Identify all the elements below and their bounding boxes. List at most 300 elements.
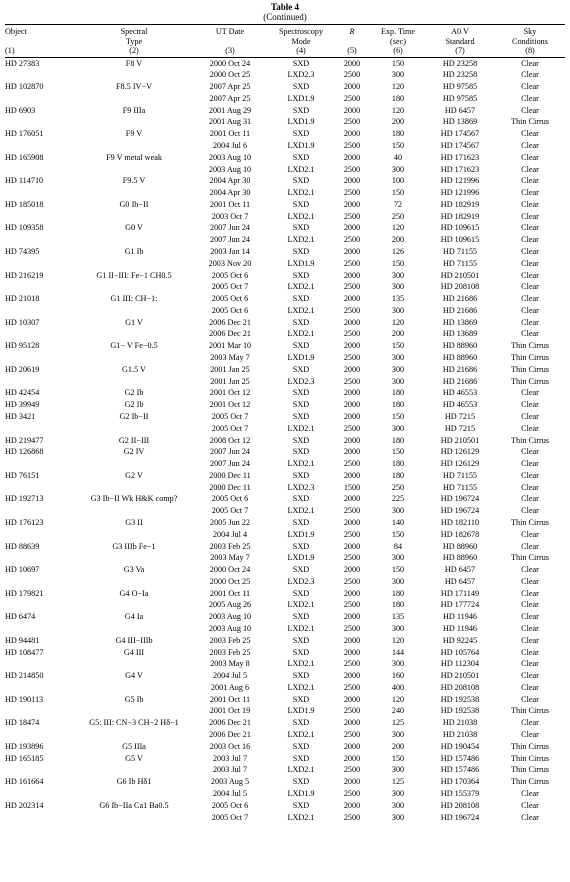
- cell-object: HD 27383: [5, 58, 40, 68]
- cell-mode: SXD: [292, 541, 310, 551]
- cell-spectral-type: G1 V: [125, 317, 143, 327]
- cell-spectral-type: [77, 69, 191, 81]
- cell-resolution: 2000: [343, 718, 361, 728]
- cell-mode: SXD: [292, 364, 310, 374]
- cell-sky: Clear: [521, 671, 539, 681]
- cell-spectral-type: [77, 729, 191, 741]
- cell-mode: LXD1.9: [287, 93, 315, 103]
- cell-spectral-type: G2 IV: [123, 447, 145, 457]
- cell-resolution: 2000: [343, 694, 361, 704]
- cell-sky: Thin Cirrus: [511, 753, 549, 763]
- cell-sky: Clear: [521, 565, 539, 575]
- cell-exp-time: 240: [391, 706, 405, 716]
- cell-resolution: 2500: [343, 788, 361, 798]
- cell-object: HD 10307: [5, 317, 40, 327]
- table-row: [5, 670, 565, 682]
- cell-exp-time: 300: [391, 800, 405, 810]
- cell-mode: SXD: [292, 517, 310, 527]
- cell-mode: LXD2.1: [287, 282, 315, 292]
- cell-resolution: 2000: [343, 105, 361, 115]
- cell-sky: Clear: [521, 647, 539, 657]
- cell-spectral-type: G5 Ib: [124, 694, 144, 704]
- cell-ut-date: 2005 Oct 6: [211, 270, 249, 280]
- table-body: [5, 57, 565, 823]
- cell-resolution: 2000: [343, 152, 361, 162]
- cell-standard: HD 196724: [440, 812, 480, 822]
- cell-ut-date: 2003 May 7: [210, 553, 250, 563]
- cell-ut-date: 2003 Aug 10: [208, 152, 252, 162]
- cell-sky: Clear: [521, 482, 539, 492]
- cell-object: HD 102870: [5, 82, 44, 92]
- cell-exp-time: 300: [391, 659, 405, 669]
- cell-spectral-type: [77, 423, 191, 435]
- cell-sky: Clear: [521, 718, 539, 728]
- cell-ut-date: 2003 Jul 7: [212, 753, 248, 763]
- cell-mode: LXD1.9: [287, 788, 315, 798]
- table-row: [5, 246, 565, 258]
- table-row: [5, 328, 565, 340]
- cell-ut-date: 2003 Feb 25: [209, 647, 251, 657]
- cell-standard: HD 192538: [440, 694, 480, 704]
- cell-exp-time: 120: [391, 105, 405, 115]
- col-number: (3): [225, 46, 235, 55]
- cell-ut-date: 2005 Jun 22: [209, 517, 251, 527]
- cell-ut-date: 2004 Jul 4: [212, 529, 248, 539]
- cell-sky: Clear: [521, 188, 539, 198]
- cell-exp-time: 150: [391, 188, 405, 198]
- cell-exp-time: 180: [391, 470, 405, 480]
- cell-sky: Clear: [521, 812, 539, 822]
- cell-exp-time: 225: [391, 494, 405, 504]
- cell-ut-date: 2007 Jun 24: [209, 447, 251, 457]
- cell-resolution: 2000: [343, 58, 361, 68]
- cell-object: [5, 812, 77, 824]
- cell-mode: LXD2.1: [287, 423, 315, 433]
- cell-object: [5, 69, 77, 81]
- cell-exp-time: 180: [391, 435, 405, 445]
- cell-sky: Clear: [521, 800, 539, 810]
- cell-mode: LXD1.9: [287, 553, 315, 563]
- col-header-std-2: Standard: [445, 36, 475, 46]
- cell-sky: Clear: [521, 423, 539, 433]
- cell-object: [5, 328, 77, 340]
- table-row: [5, 411, 565, 423]
- cell-ut-date: 2006 Dec 21: [209, 317, 251, 327]
- table-row: [5, 128, 565, 140]
- cell-object: [5, 187, 77, 199]
- cell-ut-date: 2003 Nov 20: [208, 258, 252, 268]
- cell-standard: HD 196724: [440, 506, 480, 516]
- cell-object: HD 74395: [5, 247, 40, 256]
- col-number: (1): [5, 46, 15, 55]
- cell-mode: LXD2.1: [287, 765, 315, 775]
- cell-spectral-type: G1 III: CH−1:: [110, 294, 158, 304]
- cell-resolution: 2500: [343, 706, 361, 716]
- cell-ut-date: 2004 Jul 5: [212, 788, 248, 798]
- col-number: (8): [525, 46, 535, 55]
- cell-sky: Clear: [521, 129, 539, 139]
- cell-spectral-type: F8 V: [125, 58, 143, 68]
- cell-ut-date: 2003 Jul 7: [212, 765, 248, 775]
- table-row: [5, 729, 565, 741]
- cell-exp-time: 200: [391, 329, 405, 339]
- cell-resolution: 2000: [343, 494, 361, 504]
- cell-resolution: 2000: [343, 565, 361, 575]
- cell-ut-date: 2007 Apr 25: [209, 82, 251, 92]
- cell-exp-time: 135: [391, 294, 405, 304]
- table-row: [5, 187, 565, 199]
- col-header-ut-date: UT Date: [215, 27, 245, 36]
- cell-object: [5, 458, 77, 470]
- cell-mode: LXD2.1: [287, 188, 315, 198]
- cell-ut-date: 2001 Mar 10: [208, 341, 252, 351]
- cell-standard: HD 190454: [440, 741, 480, 751]
- cell-standard: HD 182110: [440, 517, 480, 527]
- cell-object: HD 108477: [5, 647, 44, 657]
- table-row: [5, 517, 565, 529]
- cell-standard: HD 109615: [440, 235, 480, 245]
- cell-exp-time: 180: [391, 600, 405, 610]
- cell-sky: Thin Cirrus: [511, 435, 549, 445]
- cell-spectral-type: G5 IIIa: [122, 741, 146, 751]
- cell-object: [5, 764, 77, 776]
- cell-ut-date: 2007 Jun 24: [209, 223, 251, 233]
- cell-mode: SXD: [292, 294, 310, 304]
- cell-resolution: 2500: [343, 164, 361, 174]
- col-header-ut-date-2: [191, 37, 269, 47]
- cell-standard: HD 157486: [440, 753, 480, 763]
- cell-standard: HD 208108: [440, 800, 480, 810]
- cell-ut-date: 2001 Oct 11: [209, 129, 251, 139]
- cell-ut-date: 2006 Dec 21: [209, 718, 251, 728]
- cell-resolution: 2500: [343, 506, 361, 516]
- cell-exp-time: 150: [391, 753, 405, 763]
- cell-sky: Thin Cirrus: [511, 376, 549, 386]
- cell-standard: HD 21038: [442, 718, 478, 728]
- cell-exp-time: 150: [391, 58, 405, 68]
- cell-spectral-type: F8.5 IV−V: [115, 82, 152, 92]
- cell-mode: SXD: [292, 58, 310, 68]
- cell-sky: Clear: [521, 282, 539, 292]
- cell-object: HD 114710: [5, 176, 44, 186]
- cell-resolution: 2000: [343, 82, 361, 92]
- cell-object: HD 176051: [5, 129, 44, 139]
- cell-standard: HD 171623: [440, 152, 480, 162]
- table-row: [5, 658, 565, 670]
- table-row: [5, 105, 565, 117]
- cell-resolution: 2000: [343, 270, 361, 280]
- cell-object: HD 94481: [5, 635, 40, 645]
- cell-mode: LXD2.1: [287, 305, 315, 315]
- cell-resolution: 2500: [343, 730, 361, 740]
- cell-object: [5, 164, 77, 176]
- cell-sky: Thin Cirrus: [511, 117, 549, 127]
- table-row: [5, 717, 565, 729]
- cell-sky: Clear: [521, 447, 539, 457]
- cell-resolution: 2500: [343, 765, 361, 775]
- cell-ut-date: 2004 Apr 30: [209, 188, 251, 198]
- cell-object: HD 76151: [5, 470, 40, 480]
- cell-resolution: 2000: [343, 671, 361, 681]
- cell-sky: Thin Cirrus: [511, 741, 549, 751]
- cell-resolution: 2000: [343, 129, 361, 139]
- cell-exp-time: 180: [391, 129, 405, 139]
- cell-exp-time: 200: [391, 741, 405, 751]
- cell-resolution: 2000: [343, 800, 361, 810]
- cell-exp-time: 180: [391, 588, 405, 598]
- cell-mode: SXD: [292, 647, 310, 657]
- cell-object: [5, 623, 77, 635]
- col-number: (6): [393, 46, 403, 55]
- cell-spectral-type: [77, 187, 191, 199]
- cell-spectral-type: G1.5 V: [122, 364, 146, 374]
- cell-sky: Clear: [521, 694, 539, 704]
- cell-standard: HD 6457: [444, 105, 476, 115]
- cell-mode: SXD: [292, 435, 310, 445]
- cell-sky: Thin Cirrus: [511, 765, 549, 775]
- cell-standard: HD 210501: [440, 671, 480, 681]
- cell-ut-date: 2004 Apr 30: [209, 176, 251, 186]
- table-row: [5, 376, 565, 388]
- cell-standard: HD 7215: [444, 411, 476, 421]
- cell-exp-time: 144: [391, 647, 405, 657]
- cell-spectral-type: G1− V Fe−0.5: [110, 341, 158, 351]
- cell-sky: Clear: [521, 58, 539, 68]
- cell-exp-time: 200: [391, 117, 405, 127]
- table-row: [5, 588, 565, 600]
- cell-ut-date: 2001 Oct 12: [209, 388, 251, 398]
- cell-sky: Thin Cirrus: [511, 517, 549, 527]
- cell-sky: Clear: [521, 635, 539, 645]
- cell-mode: LXD2.1: [287, 600, 315, 610]
- cell-ut-date: 2003 Oct 16: [209, 741, 251, 751]
- cell-standard: HD 155379: [440, 788, 480, 798]
- cell-ut-date: 2003 Feb 25: [209, 541, 251, 551]
- cell-mode: SXD: [292, 671, 310, 681]
- cell-resolution: 2500: [343, 235, 361, 245]
- cell-standard: HD 157486: [440, 765, 480, 775]
- cell-object: HD 185018: [5, 199, 44, 209]
- cell-standard: HD 23258: [442, 70, 478, 80]
- cell-resolution: 2000: [343, 199, 361, 209]
- table-title: Table 4: [271, 2, 299, 12]
- cell-mode: LXD2.1: [287, 164, 315, 174]
- cell-spectral-type: [77, 328, 191, 340]
- cell-object: [5, 705, 77, 717]
- col-header-spectral-1: Spectral: [120, 27, 148, 36]
- cell-object: HD 126868: [5, 447, 44, 457]
- table-row: [5, 682, 565, 694]
- cell-exp-time: 120: [391, 223, 405, 233]
- cell-sky: Clear: [521, 388, 539, 398]
- cell-ut-date: 2006 Dec 21: [209, 730, 251, 740]
- cell-ut-date: 2003 Aug 5: [210, 777, 250, 787]
- cell-exp-time: 150: [391, 341, 405, 351]
- table-row: [5, 623, 565, 635]
- cell-exp-time: 300: [391, 553, 405, 563]
- table-row: [5, 599, 565, 611]
- cell-standard: HD 182919: [440, 199, 480, 209]
- cell-sky: Clear: [521, 152, 539, 162]
- cell-spectral-type: G2 II−III: [118, 435, 150, 445]
- cell-sky: Clear: [521, 730, 539, 740]
- cell-standard: HD 126129: [440, 459, 480, 469]
- cell-exp-time: 300: [391, 812, 405, 822]
- table-row: [5, 270, 565, 282]
- table-row: [5, 423, 565, 435]
- cell-ut-date: 2005 Oct 6: [211, 494, 249, 504]
- cell-standard: HD 11946: [442, 624, 478, 633]
- cell-standard: HD 182919: [440, 211, 480, 221]
- cell-resolution: 2500: [343, 553, 361, 563]
- cell-ut-date: 2001 Aug 31: [208, 117, 252, 127]
- cell-sky: Clear: [521, 270, 539, 280]
- cell-sky: Clear: [521, 93, 539, 103]
- cell-exp-time: 300: [391, 353, 405, 363]
- cell-resolution: 2000: [343, 517, 361, 527]
- cell-standard: HD 23258: [442, 58, 478, 68]
- cell-mode: LXD1.9: [287, 117, 315, 127]
- table-row: [5, 399, 565, 411]
- cell-object: [5, 788, 77, 800]
- cell-spectral-type: G2 Ib: [124, 388, 144, 398]
- cell-spectral-type: G4 V: [125, 671, 143, 681]
- table-caption: [0, 0, 570, 22]
- cell-sky: Thin Cirrus: [511, 553, 549, 563]
- table-row: [5, 776, 565, 788]
- cell-object: [5, 281, 77, 293]
- cell-ut-date: 2003 Aug 10: [208, 612, 252, 622]
- cell-standard: HD 6457: [444, 565, 476, 575]
- cell-resolution: 2000: [343, 294, 361, 304]
- cell-standard: HD 71155: [442, 247, 478, 256]
- cell-sky: Clear: [521, 211, 539, 221]
- cell-mode: SXD: [292, 176, 310, 186]
- col-header-exp-2: (sec): [390, 36, 406, 46]
- cell-mode: SXD: [292, 411, 310, 421]
- cell-ut-date: 2000 Oct 24: [209, 565, 251, 575]
- table-row: [5, 140, 565, 152]
- table-row: [5, 470, 565, 482]
- cell-standard: HD 13869: [442, 117, 478, 127]
- cell-resolution: 2000: [343, 176, 361, 186]
- cell-resolution: 2500: [343, 140, 361, 150]
- table-row: [5, 647, 565, 659]
- cell-sky: Clear: [521, 682, 539, 692]
- cell-ut-date: 2008 Oct 12: [209, 435, 251, 445]
- cell-exp-time: 180: [391, 459, 405, 469]
- cell-mode: SXD: [292, 341, 310, 351]
- cell-exp-time: 300: [391, 164, 405, 174]
- cell-object: HD 219477: [5, 435, 44, 445]
- cell-spectral-type: G0 V: [125, 223, 143, 233]
- cell-exp-time: 180: [391, 388, 405, 398]
- cell-spectral-type: G1 Ib: [124, 247, 144, 256]
- table-row: [5, 317, 565, 329]
- cell-sky: Clear: [521, 600, 539, 610]
- cell-mode: SXD: [292, 612, 310, 622]
- cell-object: [5, 140, 77, 152]
- cell-object: HD 216219: [5, 270, 44, 280]
- table-row: [5, 164, 565, 176]
- cell-mode: LXD2.1: [287, 659, 315, 669]
- cell-sky: Clear: [521, 82, 539, 92]
- cell-standard: HD 210501: [440, 435, 480, 445]
- cell-object: [5, 552, 77, 564]
- cell-ut-date: 2001 Jan 25: [210, 376, 250, 386]
- cell-mode: SXD: [292, 694, 310, 704]
- cell-standard: HD 21038: [442, 730, 478, 740]
- cell-spectral-type: G4 III−IIIb: [115, 635, 153, 645]
- cell-resolution: 2500: [343, 70, 361, 80]
- cell-mode: LXD2.1: [287, 730, 315, 740]
- cell-ut-date: 2001 Oct 12: [209, 400, 251, 410]
- cell-spectral-type: [77, 788, 191, 800]
- table-row: [5, 694, 565, 706]
- cell-exp-time: 300: [391, 364, 405, 374]
- table-row: [5, 812, 565, 824]
- cell-exp-time: 300: [391, 765, 405, 775]
- table-row: [5, 305, 565, 317]
- table-row: [5, 541, 565, 553]
- table-row: [5, 741, 565, 753]
- cell-spectral-type: G2 V: [125, 470, 143, 480]
- cell-standard: HD 21686: [442, 376, 478, 386]
- cell-object: [5, 482, 77, 494]
- cell-sky: Clear: [521, 140, 539, 150]
- cell-sky: Clear: [521, 70, 539, 80]
- cell-sky: Clear: [521, 294, 539, 304]
- table-row: [5, 705, 565, 717]
- cell-resolution: 2500: [343, 376, 361, 386]
- cell-sky: Clear: [521, 576, 539, 586]
- cell-resolution: 2500: [343, 282, 361, 292]
- cell-spectral-type: [77, 234, 191, 246]
- cell-standard: HD 71155: [442, 470, 478, 480]
- cell-spectral-type: [77, 458, 191, 470]
- cell-spectral-type: G4 III: [123, 647, 145, 657]
- cell-exp-time: 72: [393, 199, 403, 209]
- cell-ut-date: 2001 Oct 11: [209, 588, 251, 598]
- cell-standard: HD 121996: [440, 176, 480, 186]
- cell-object: HD 6474: [5, 612, 36, 622]
- cell-object: HD 165908: [5, 152, 44, 162]
- cell-mode: SXD: [292, 447, 310, 457]
- cell-sky: Thin Cirrus: [511, 364, 549, 374]
- cell-mode: LXD2.1: [287, 624, 315, 633]
- cell-object: [5, 423, 77, 435]
- col-header-spectral-2: Type: [125, 36, 143, 46]
- cell-spectral-type: [77, 658, 191, 670]
- cell-sky: Clear: [521, 105, 539, 115]
- cell-mode: SXD: [292, 777, 310, 787]
- cell-object: HD 214850: [5, 671, 44, 681]
- table-row: [5, 458, 565, 470]
- cell-standard: HD 174567: [440, 140, 480, 150]
- cell-sky: Clear: [521, 199, 539, 209]
- cell-sky: Clear: [521, 223, 539, 233]
- cell-sky: Clear: [521, 541, 539, 551]
- cell-resolution: 2000: [343, 470, 361, 480]
- col-header-mode-2: Mode: [291, 36, 311, 46]
- cell-exp-time: 200: [391, 235, 405, 245]
- table-row: [5, 222, 565, 234]
- cell-standard: HD 170364: [440, 777, 480, 787]
- cell-sky: Clear: [521, 247, 539, 256]
- cell-exp-time: 250: [391, 211, 405, 221]
- cell-mode: LXD2.1: [287, 682, 315, 692]
- cell-ut-date: 2000 Oct 25: [209, 70, 251, 80]
